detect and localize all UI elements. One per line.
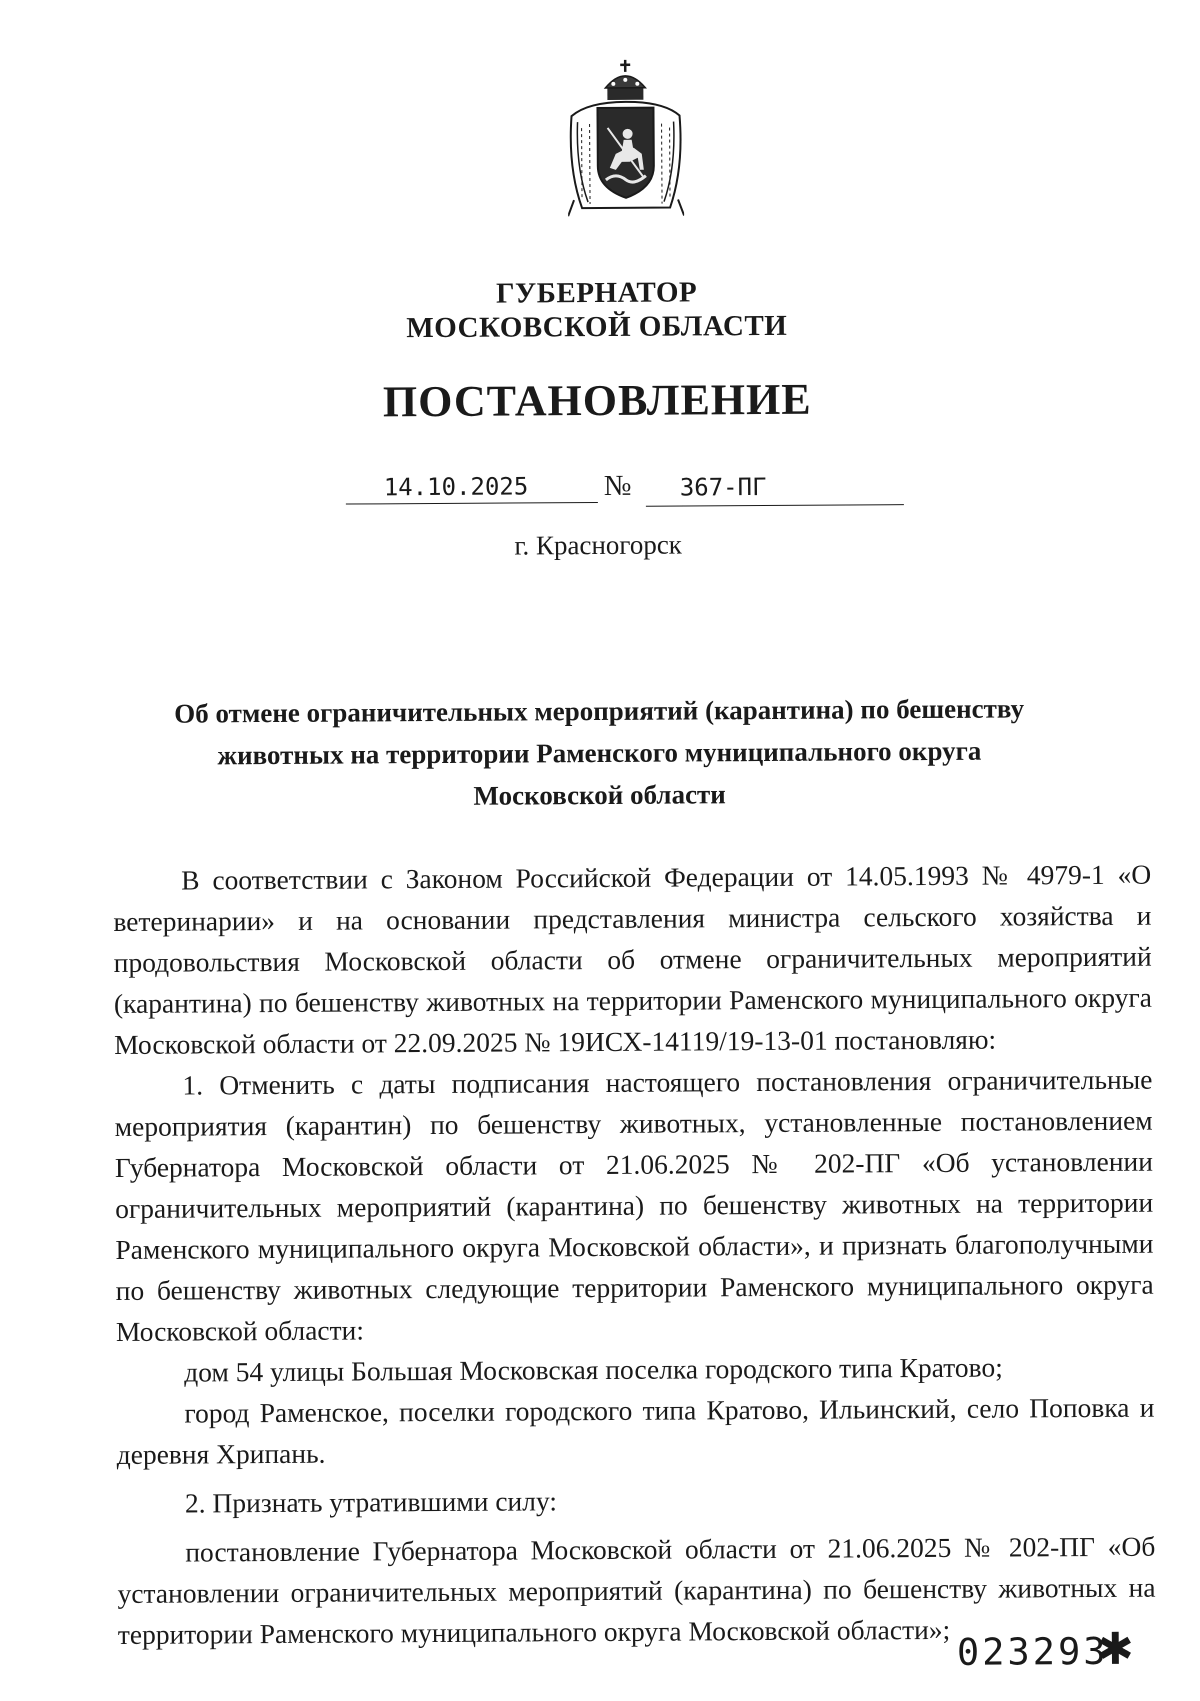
number-sign: № — [604, 470, 632, 503]
asterisk-icon: ✱ — [1097, 1624, 1134, 1675]
authority-title: ГУБЕРНАТОР — [296, 274, 896, 312]
document-type: ПОСТАНОВЛЕНИЕ — [297, 373, 897, 428]
clause-2-paragraph: 2. Признать утратившими силу: — [117, 1477, 1155, 1524]
clause-1-paragraph: 1. Отменить с даты подписания настоящего постановления ограничительные мероприятия (карантин) по бешенству животных, установленные постановлением Губернатора Московской области от 21.06.2025 № 202-ПГ «Об установлении ограничительных мероприятий (карантина) по бешенству животных на территории Раменского муниципального округа Московской области», и признать благополучными по бешенству животных следующие территории Раменского муниципального округа Московской области: — [114, 1059, 1154, 1352]
document-city: г. Красногорск — [298, 528, 898, 563]
document-date: 14.10.2025 — [384, 472, 529, 501]
territory-item-2: город Раменское, поселки городского типа Кратово, Ильинский, село Поповка и деревня Хрипань. — [116, 1387, 1154, 1475]
preamble-paragraph: В соответствии с Законом Российской Федерации от 14.05.1993 № 4979-1 «О ветеринарии» и на основании представления министра сельского хозяйства и продовольствия Московской области об отмене ограничительных мероприятий (карантина) по бешенству животных на территории Раменского муниципального округа Московской области от 22.09.2025 № 19ИСХ-14119/19-13-01 постановляю: — [113, 854, 1152, 1065]
document-title: Об отмене ограничительных мероприятий (карантина) по бешенству животных на территории Раменского муниципального округа Московской области — [169, 687, 1030, 818]
territory-item-1: дом 54 улицы Большая Московская поселка городского типа Кратово; — [116, 1346, 1154, 1393]
authority-subtitle: МОСКОВСКОЙ ОБЛАСТИ — [297, 308, 897, 346]
date-underline — [346, 502, 598, 505]
coat-of-arms-icon — [567, 57, 684, 218]
number-underline — [646, 504, 904, 507]
serial-number: 023293 — [957, 1630, 1109, 1674]
document-number: 367-ПГ — [680, 473, 767, 502]
repealed-act-paragraph: постановление Губернатора Московской области от 21.06.2025 № 202-ПГ «Об установлении ограничительных мероприятий (карантина) по бешенству животных на территории Раменского муниципального округа Московской области»; — [117, 1526, 1156, 1655]
document-body — [113, 854, 1156, 1655]
